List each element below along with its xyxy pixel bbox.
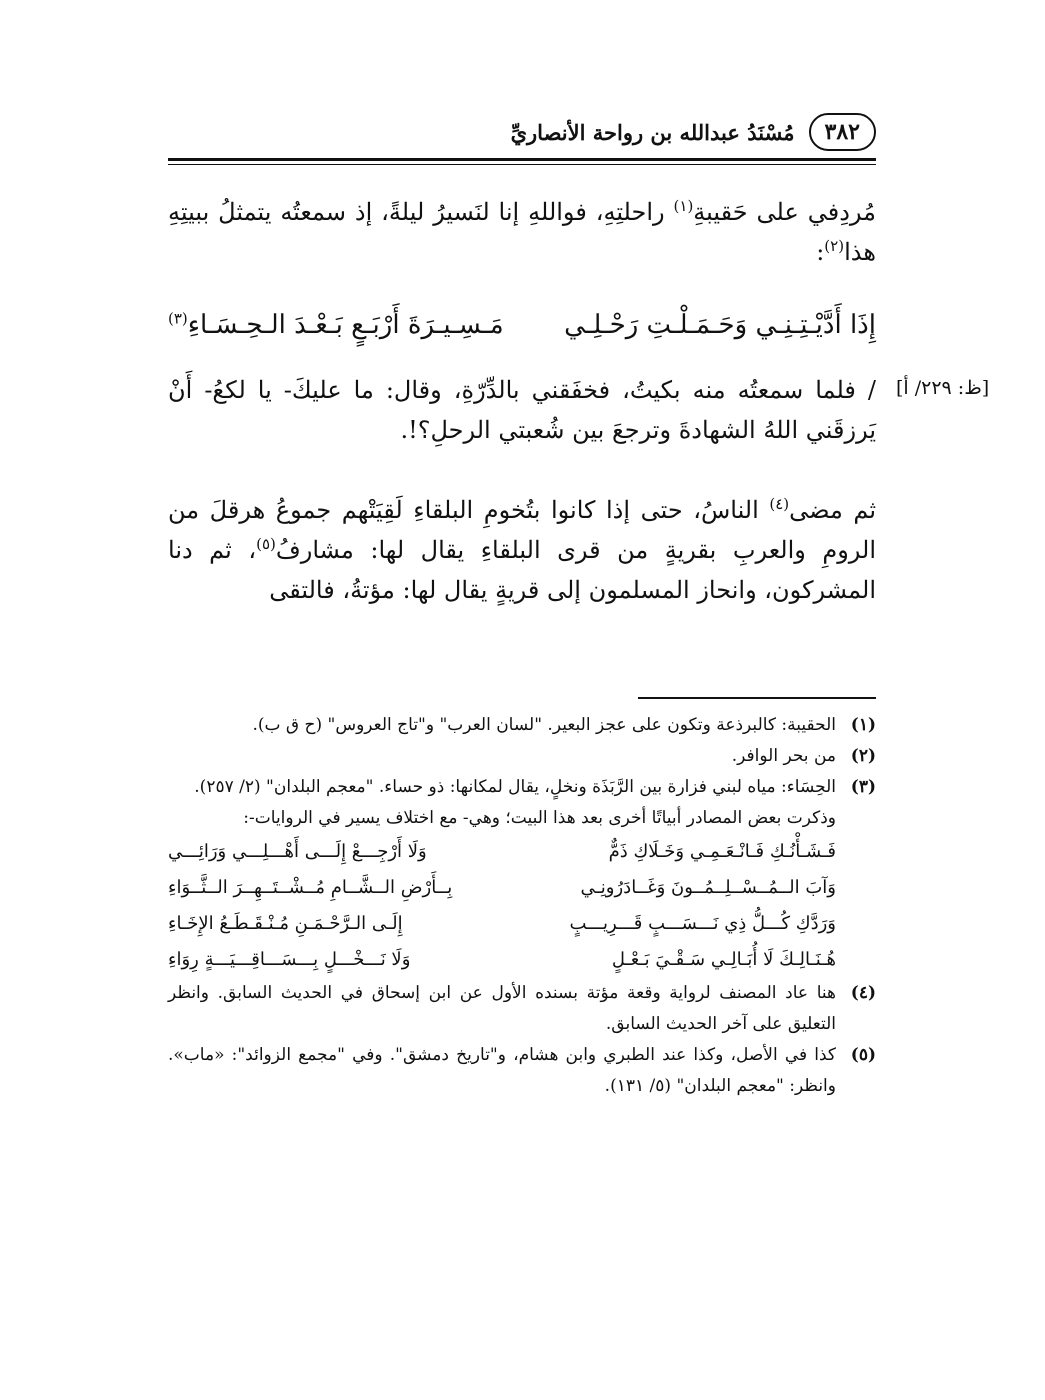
poem-line bbox=[168, 906, 836, 942]
paragraph-1 bbox=[168, 192, 876, 272]
paragraph-2 bbox=[168, 370, 876, 450]
footnote-number: (٤) bbox=[850, 983, 876, 1003]
footnote-poem bbox=[168, 834, 876, 978]
footnote-text: الحقيبة: كالبرذعة وتكون على عجز البعير. "لسان العرب" و"تاج العروس" (ح ق ب). bbox=[252, 715, 836, 735]
poem-second-hemistich: وَلَا أَرْجِـــعْ إِلَـــى أَهْـــلِـــي وَرَائِـــي bbox=[168, 841, 427, 862]
verse-left-text: مَـسِـيـرَةَ أَرْبَـعٍ بَـعْـدَ الـحِـسَـاءِ bbox=[187, 310, 504, 340]
footnote-5 bbox=[168, 1040, 876, 1102]
footnotes bbox=[168, 710, 876, 1102]
verse-first-hemistich bbox=[564, 310, 876, 340]
p3-text-b: الناسُ، حتى إذا كانوا بتُخومِ البلقاءِ لَقِيَتْهم جموعُ هرقلَ من الرومِ والعربِ بقريةٍ من قرى البلقاءِ يقال لها: مشارفُ bbox=[168, 496, 877, 564]
verse-second-hemistich bbox=[168, 310, 504, 340]
page-number: ٣٨٢ bbox=[809, 113, 876, 151]
poem-first-hemistich: هُـنَـالِـكَ لَا أُبَـالِـي سَـقْـيَ بَـعْـلٍ bbox=[611, 949, 836, 970]
p1-text-b: راحلتِهِ، فواللهِ إنا لنَسيرُ ليلةً، إذ سمعتُه يتمثلُ ببيتِهِ هذا bbox=[168, 198, 876, 266]
p2-text: / فلما سمعتُه منه بكيتُ، فخفَقني بالدِّرّةِ، وقال: ما عليكَ- يا لكعُ- أَنْ يَرزقَني اللهُ الشهادةَ وترجعَ بين شُعبتي الرحلِ؟!. bbox=[168, 376, 876, 444]
footnote-text: هنا عاد المصنف لرواية وقعة مؤتة بسنده الأول عن ابن إسحاق في الحديث السابق. وانظر التعليق على آخر الحديث السابق. bbox=[168, 983, 836, 1034]
footnote-ref-3[interactable]: (٣) bbox=[168, 309, 188, 328]
p3-text-c: ، ثم دنا المشركون، وانحاز المسلمون إلى قريةٍ يقال لها: مؤتةُ، فالتقى bbox=[168, 536, 876, 604]
poem-first-hemistich: فَـشَـأْنُـكِ فَـانْـعَـمِـي وَخَـلَاكِ ذَمٌّ bbox=[608, 841, 836, 862]
p1-text-a: مُردِفي على حَقيبةِ bbox=[693, 198, 876, 226]
footnote-3-continuation: وذكرت بعض المصادر أبياتًا أخرى بعد هذا البيت؛ وهي- مع اختلاف يسير في الروايات-: bbox=[243, 808, 836, 828]
header-rule-thin bbox=[168, 164, 876, 165]
poem-first-hemistich: وَآبَ الــمُــسْــلِــمُــونَ وَغَــادَرُونِـي bbox=[580, 877, 836, 898]
paragraph-3 bbox=[168, 490, 876, 610]
footnote-number: (٣) bbox=[850, 777, 876, 797]
footnote-ref-2[interactable]: (٢) bbox=[824, 237, 845, 255]
footnote-text: من بحر الوافر. bbox=[731, 746, 836, 766]
poem-line bbox=[168, 870, 836, 906]
verse-line bbox=[168, 300, 876, 350]
page-header bbox=[168, 112, 876, 152]
p1-text-c: : bbox=[816, 238, 825, 266]
footnote-ref-4[interactable]: (٤) bbox=[769, 495, 790, 513]
footnote-2 bbox=[168, 741, 876, 772]
poem-second-hemistich: وَلَا نَـــخْـــلٍ بِـــسَـــاقِـــيَـــةٍ رِوَاءِ bbox=[168, 949, 411, 970]
poem-second-hemistich: إِلَـى الـرَّحْـمَـنِ مُـنْـقَـطَـعُ الإِخَـاءِ bbox=[168, 913, 403, 934]
footnote-number: (١) bbox=[850, 715, 876, 735]
footnote-text: الحِسَاء: مياه لبني فزارة بين الرَّبَذَة ونخلٍ، يقال لمكانها: ذو حساء. "معجم البلدان" (٢/ ٢٥٧). bbox=[194, 777, 836, 797]
footnote-1 bbox=[168, 710, 876, 741]
footnote-separator bbox=[638, 697, 876, 699]
manuscript-folio-note: [ظ: ٢٢٩/ أ] bbox=[896, 377, 990, 399]
running-title: مُسْنَدُ عبدالله بن رواحة الأنصاريِّ bbox=[510, 119, 795, 145]
header-rule-thick bbox=[168, 158, 876, 161]
verse-right-text: إِذَا أَدَّيْـتِـنِـي وَحَـمَـلْـتِ رَحْـلِـي bbox=[564, 310, 876, 340]
footnote-3 bbox=[168, 772, 876, 803]
poem-second-hemistich: بِــأَرْضِ الــشَّــامِ مُــشْــتَــهِــرَ الــثَّــوَاءِ bbox=[168, 877, 453, 898]
footnote-4 bbox=[168, 978, 876, 1040]
p3-text-a: ثم مضى bbox=[789, 496, 877, 524]
footnote-number: (٢) bbox=[850, 746, 876, 766]
footnote-text: كذا في الأصل، وكذا عند الطبري وابن هشام، و"تاريخ دمشق". وفي "مجمع الزوائد": «ماب». وانظر: "معجم البلدان" (٥/ ١٣١). bbox=[168, 1045, 836, 1096]
poem-first-hemistich: وَرَدَّكِ كُـــلُّ ذِي نَـــسَـــبٍ قَـــرِيـــبٍ bbox=[569, 913, 836, 934]
poem-line bbox=[168, 834, 836, 870]
footnote-number: (٥) bbox=[850, 1045, 876, 1065]
footnote-ref-5[interactable]: (٥) bbox=[256, 535, 276, 553]
poem-line bbox=[168, 942, 836, 978]
footnote-ref-1[interactable]: (١) bbox=[673, 197, 694, 215]
